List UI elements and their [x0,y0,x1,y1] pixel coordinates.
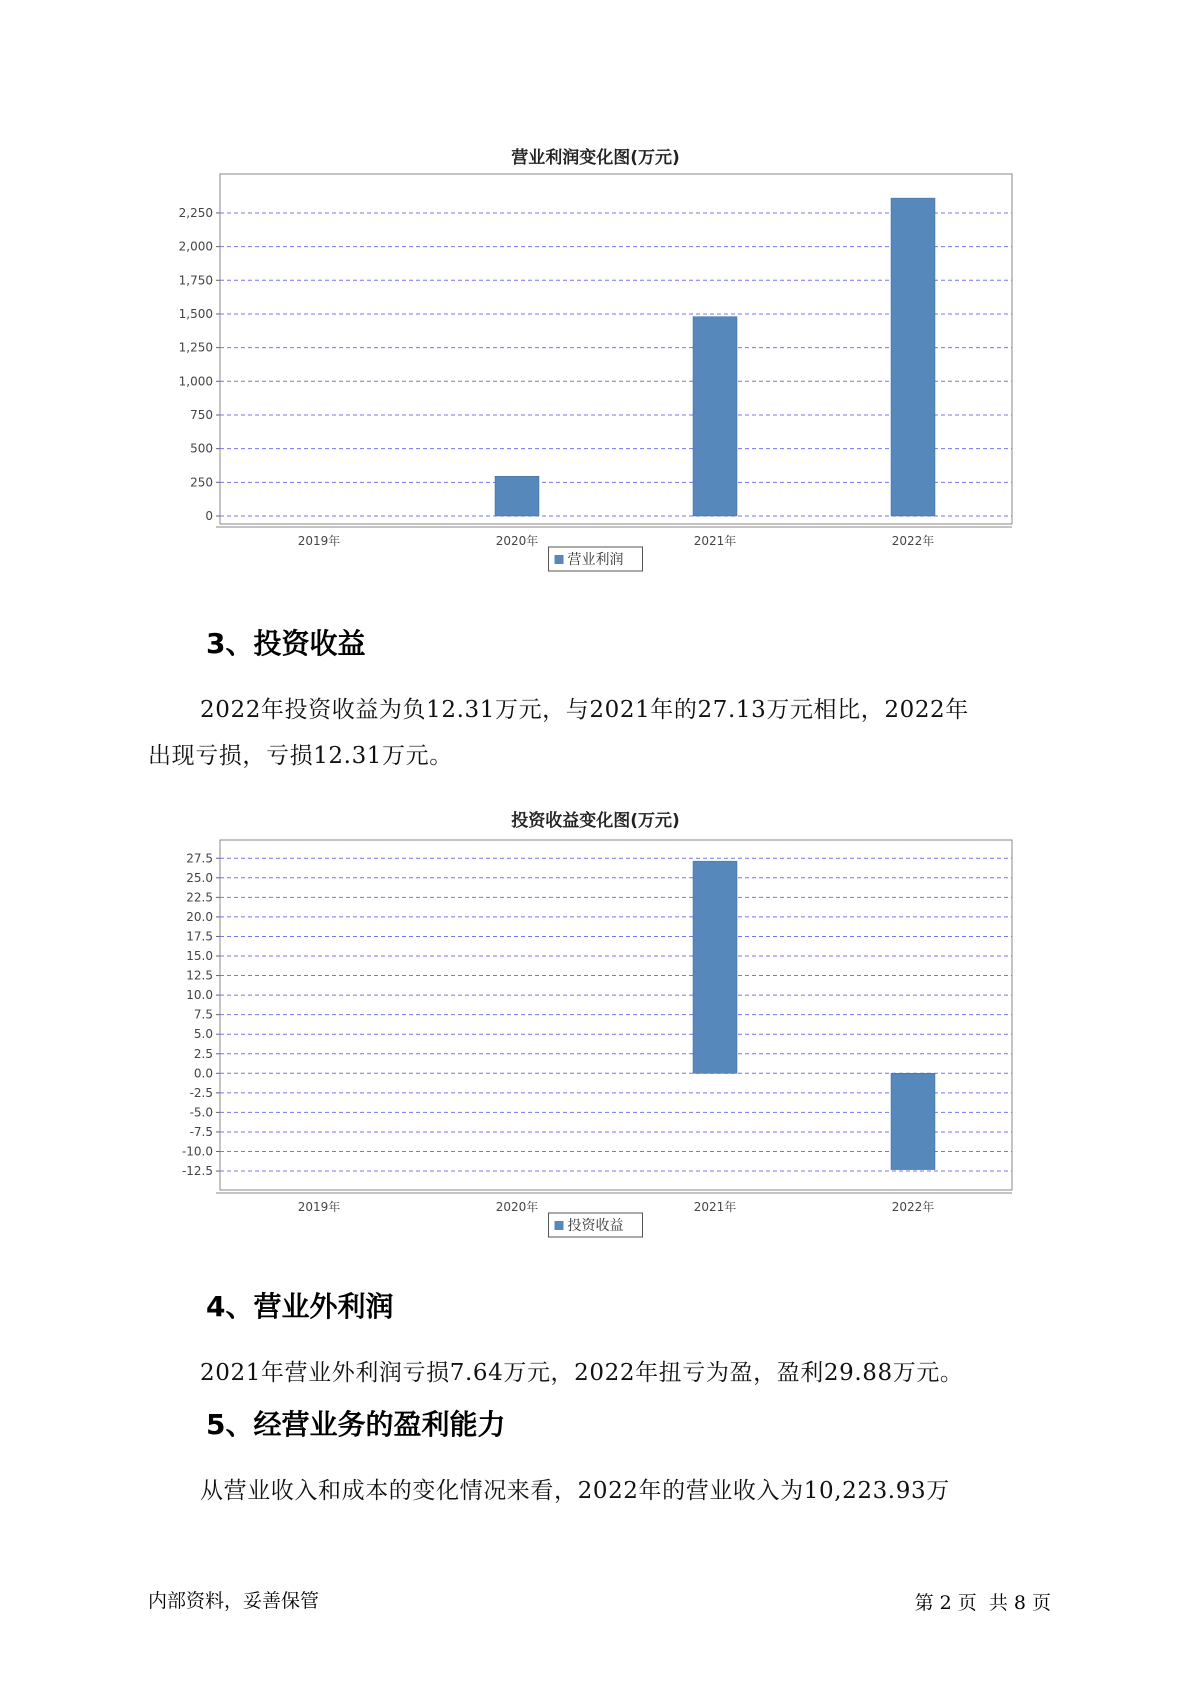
y-tick-label: 500 [190,441,213,456]
y-tick-label: 0 [205,509,213,523]
section-heading-operating-profitability: 5、经营业务的盈利能力 [206,1408,506,1441]
section-heading-non-operating-profit: 4、营业外利润 [206,1290,394,1323]
investment-income-chart [0,836,1191,1256]
y-tick-label: 2,250 [178,205,213,220]
chart-title-investment-income: 投资收益变化图(万元) [511,811,680,831]
section-heading-investment-income: 3、投资收益 [206,627,366,660]
y-tick-label: 7.5 [193,1007,213,1022]
y-tick-label: 5.0 [193,1027,213,1042]
bar-2021年 [693,861,737,1073]
y-tick-label: 15.0 [186,949,213,964]
paragraph-investment-income-line-2: 出现亏损，亏损12.31万元。 [148,743,453,769]
y-tick-label: -2.5 [189,1085,213,1100]
y-tick-label: 22.5 [186,890,213,905]
y-tick-label: -10.0 [181,1144,213,1159]
y-tick-label: 10.0 [186,988,213,1003]
operating-profit-chart [0,170,1191,590]
y-tick-label: 17.5 [186,929,213,944]
paragraph-operating-profitability: 从营业收入和成本的变化情况来看，2022年的营业收入为10,223.93万 [200,1478,950,1504]
x-tick-label: 2019年 [297,534,341,548]
x-tick-label: 2021年 [693,1200,737,1214]
y-tick-label: 1,000 [178,374,213,389]
paragraph-investment-income-line-1: 2022年投资收益为负12.31万元，与2021年的27.13万元相比，2022年 [200,697,969,723]
x-tick-label: 2019年 [297,1200,341,1214]
bar-2022年 [891,1073,935,1169]
y-tick-label: 2.5 [193,1046,213,1061]
y-tick-label: -5.0 [189,1105,213,1120]
y-tick-label: -12.5 [181,1164,213,1179]
y-tick-label: 750 [190,407,213,422]
y-tick-label: 27.5 [186,851,213,866]
legend-swatch [555,555,564,564]
bar-2021年 [693,317,737,516]
bar-2020年 [495,476,539,516]
y-tick-label: 12.5 [186,968,213,983]
y-tick-label: 1,500 [178,306,213,321]
y-tick-label: 25.0 [186,870,213,885]
x-tick-label: 2020年 [495,534,539,548]
legend-label: 营业利润 [567,552,624,568]
y-tick-label: 2,000 [178,239,213,254]
x-tick-label: 2021年 [693,534,737,548]
legend-swatch [555,1221,564,1230]
x-tick-label: 2022年 [891,534,935,548]
y-tick-label: 0.0 [193,1066,213,1081]
y-tick-label: 1,750 [178,273,213,288]
footer-page-number: 第 2 页 共 8 页 [914,1592,1051,1614]
footer-confidential-note: 内部资料，妥善保管 [148,1590,320,1612]
x-tick-label: 2022年 [891,1200,935,1214]
y-tick-label: -7.5 [189,1124,213,1139]
y-tick-label: 1,250 [178,340,213,355]
chart-title-operating-profit: 营业利润变化图(万元) [511,148,680,168]
bar-2022年 [891,198,935,516]
paragraph-non-operating-profit: 2021年营业外利润亏损7.64万元，2022年扭亏为盈，盈利29.88万元。 [200,1360,964,1386]
legend-label: 投资收益 [567,1218,624,1234]
x-tick-label: 2020年 [495,1200,539,1214]
y-tick-label: 20.0 [186,909,213,924]
y-tick-label: 250 [190,475,213,490]
